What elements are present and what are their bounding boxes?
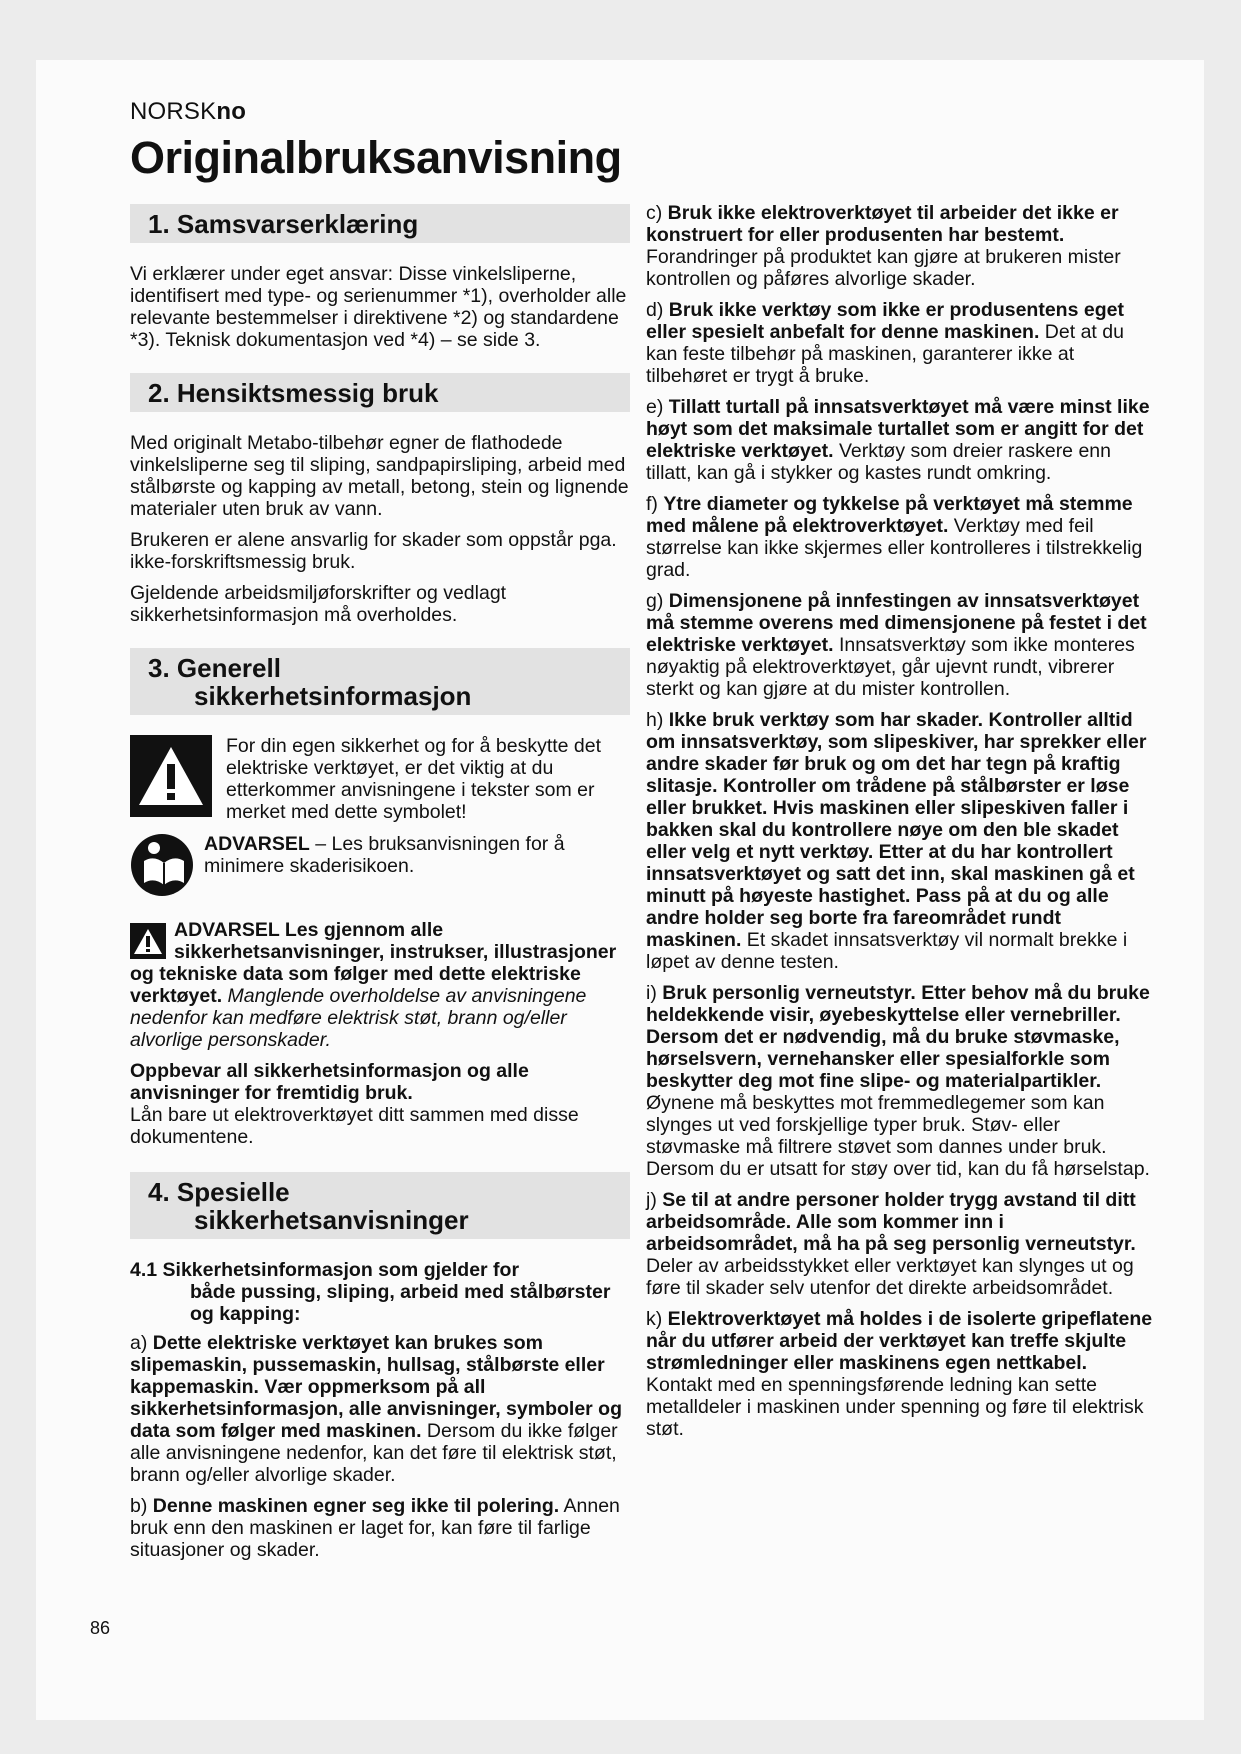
page-number: 86 xyxy=(90,1618,111,1638)
item-b: b) Denne maskinen egner seg ikke til polering. Annen bruk enn den maskinen er laget for, kan føre til farlige situasjoner og skader. xyxy=(130,1495,620,1561)
item-i: i) Bruk personlig verneutstyr. Etter behov må du bruke heldekkende visir, øyebeskyttelse eller vernebriller. Dersom det er nødvendig, må du bruke støvmaske, hørselsvern, vernehansker eller spesialforkle som beskytter deg mot fine slipe- og materialpartikler. Øynene må beskyttes mot fremmedlegemer som kan slynges ut ved forskjellige typer bruk. Støv- eller støvmaske må filtrere støvet som dannes under bruk. Dersom du er utsatt for støy over tid, kan du få hørselstap. xyxy=(646,982,1150,1180)
section-3-heading: 3. Generell sikkerhetsinformasjon xyxy=(130,648,630,715)
section-2-p2: Brukeren er alene ansvarlig for skader som oppstår pga. ikke-forskriftsmessig bruk. xyxy=(130,529,617,573)
warning-symbol-text: For din egen sikkerhet og for å beskytte det elektriske verktøyet, er det viktig at du etterkommer anvisningene i tekster som er merket med dette symbolet! xyxy=(226,735,602,823)
section-2-p3: Gjeldende arbeidsmiljøforskrifter og vedlagt sikkerhetsinformasjon må overholdes. xyxy=(130,582,507,626)
item-f: f) Ytre diameter og tykkelse på verktøyet må stemme med målene på elektroverktøyet. Verktøy med feil størrelse kan ikke skjermes eller kontrolleres i tilstrekkelig grad. xyxy=(646,493,1143,581)
warning-symbol-row xyxy=(130,735,630,823)
item-d: d) Bruk ikke verktøy som ikke er produsentens eget eller spesielt anbefalt for denne maskinen. Det at du kan feste tilbehør på maskinen, garanterer ikke at tilbehøret er trygt å bruke. xyxy=(646,299,1124,387)
section-4-heading: 4. Spesielle sikkerhetsanvisninger xyxy=(130,1172,630,1239)
subsection-4-1-heading: 4.1 Sikkerhetsinformasjon som gjelder for både pussing, sliping, arbeid med stålbørster og kapping: xyxy=(130,1259,611,1325)
item-e: e) Tillatt turtall på innsatsverktøyet må være minst like høyt som det maksimale turtallet som er angitt for det elektriske verktøyet. Verktøy som dreier raskere enn tillatt, kan gå i stykker og kastes rundt omkring. xyxy=(646,396,1150,484)
document-title: Originalbruksanvisning xyxy=(130,132,622,183)
section-2-heading: 2. Hensiktsmessig bruk xyxy=(130,373,630,412)
item-g: g) Dimensjonene på innfestingen av innsatsverktøyet må stemme overens med dimensjonene på festet i det elektriske verktøyet. Innsatsverktøy som ikke monteres nøyaktig på elektroverktøyet, går ujevnt rundt, vibrerer sterkt og kan gjøre at du mister kontrollen. xyxy=(646,590,1147,700)
section-1-heading: 1. Samsvarserklæring xyxy=(130,204,630,243)
read-manual-row xyxy=(130,833,630,897)
warning-small-icon xyxy=(130,923,166,959)
left-column xyxy=(130,204,630,1570)
warning-paragraph: ADVARSEL Les gjennom alle sikkerhetsanvisninger, instrukser, illustrasjoner og tekniske data som følger med dette elektriske verktøyet. Manglende overholdelse av anvisningene nedenfor kan medføre elektrisk støt, brann og/eller alvorlige personskader. xyxy=(130,919,617,1051)
item-h: h) Ikke bruk verktøy som har skader. Kontroller alltid om innsatsverktøy, som slipeskiver, har sprekker eller andre skader før bruk og om det har tegn på kraftig slitasje. Kontroller om trådene på stålbørster er løse eller brukket. Hvis maskinen eller slipeskiven faller i bakken skal du kontrollere nøye om den ble skadet eller velg et nytt verktøy. Etter at du har kontrollert innsatsverktøyet og satt det inn, skal maskinen gå et minutt på høyeste hastighet. Pass på at du og alle andre holder seg borte fra fareområdet rundt maskinen. Et skadet innsatsverktøy vil normalt brekke i løpet av denne testen. xyxy=(646,709,1147,973)
item-k: k) Elektroverktøyet må holdes i de isolerte gripeflatene når du utfører arbeid der verktøyet kan treffe skjulte strømledninger eller maskinens egen nettkabel. Kontakt med en spenningsførende ledning kan sette metalldeler i maskinen under spenning og føre til elektrisk støt. xyxy=(646,1308,1153,1440)
read-manual-text: ADVARSEL – Les bruksanvisningen for å minimere skaderisikoen. xyxy=(204,833,565,877)
language-header: NORSKno xyxy=(130,98,247,125)
section-2-p1: Med originalt Metabo-tilbehør egner de flathodede vinkelsliperne seg til sliping, sandpapirsliping, arbeid med stålbørste og kapping av metall, betong, stein og lignende materialer uten bruk av vann. xyxy=(130,432,629,520)
section-1-body: Vi erklærer under eget ansvar: Disse vinkelsliperne, identifisert med type- og serienummer *1), overholder alle relevante bestemmelser i direktivene *2) og standardene *3). Teknisk dokumentasjon ved *4) – se side 3. xyxy=(130,263,627,351)
item-a: a) Dette elektriske verktøyet kan brukes som slipemaskin, pussemaskin, hullsag, stålbørste eller kappemaskin. Vær oppmerksom på all sikkerhetsinformasjon, alle anvisninger, symboler og data som følger med maskinen. Dersom du ikke følger alle anvisningene nedenfor, kan det føre til elektrisk støt, brann og/eller alvorlige skader. xyxy=(130,1332,623,1486)
read-manual-icon xyxy=(130,833,194,897)
warning-triangle-icon xyxy=(130,735,212,817)
right-column xyxy=(646,202,1156,1449)
item-c: c) Bruk ikke elektroverktøyet til arbeider det ikke er konstruert for eller produsenten har bestemt. Forandringer på produktet kan gjøre at brukeren mister kontrollen og påføres alvorlige skader. xyxy=(646,202,1121,290)
keep-instructions-paragraph: Oppbevar all sikkerhetsinformasjon og alle anvisninger for fremtidig bruk. Lån bare ut elektroverktøyet ditt sammen med disse dokumentene. xyxy=(130,1060,579,1148)
item-j: j) Se til at andre personer holder trygg avstand til ditt arbeidsområde. Alle som kommer inn i arbeidsområdet, må ha på seg personlig verneutstyr. Deler av arbeidsstykket eller verktøyet kan slynges ut og føre til skader selv utenfor det direkte arbeidsområdet. xyxy=(646,1189,1136,1299)
